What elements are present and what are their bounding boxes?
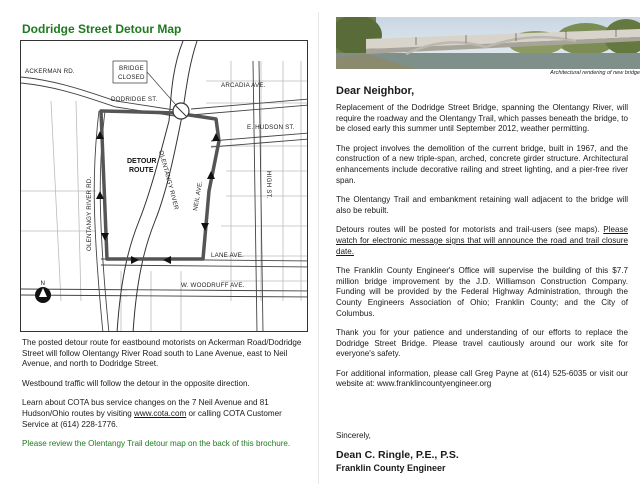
label-lane: LANE AVE. (211, 252, 244, 259)
detour-map (20, 40, 308, 332)
label-high: HIGH ST. (265, 171, 272, 199)
label-hudson: E. HUDSON ST. (247, 124, 295, 131)
paragraph-project: The project involves the demolition of the current bridge, built in 1967, and the construction of a new triple-span, arched, concrete girder structure. Architectural enhancements include decorative railing and street lighting, and a pier-free river span. (336, 143, 628, 185)
paragraph-funding: The Franklin County Engineer's Office will supervise the building of this $7.7 million bridge improvement by the J.D. Williamson Construction Company. Funding will be provided by the Federal Highway Administration, through the County Engineers Association of Ohio; Franklin County; and the City of Columbus. (336, 266, 628, 318)
label-olentangy-rd: OLENTANGY RIVER RD. (86, 176, 93, 251)
right-column (320, 0, 640, 495)
label-ackerman: ACKERMAN RD. (25, 68, 75, 75)
detour-description: The posted detour route for eastbound motorists on Ackerman Road/Dodridge Street will follow Olentangy River Road south to Lane Avenue, east to Neil Avenue, and north to Dodridge Street. (22, 338, 302, 369)
label-neil: NEIL AVE. (192, 180, 205, 212)
paragraph-thanks: Thank you for your patience and understanding of our efforts to replace the Dodridge Street Bridge. Please travel cautiously around our work site for everyone's safety. (336, 328, 628, 359)
paragraph-trail: The Olentangy Trail and embankment retaining wall adjacent to the bridge will also be rebuilt. (336, 195, 628, 215)
paragraph-detours: Detours routes will be posted for motorists and trail-users (see maps). Please watch for electronic message signs that will announce the road and trail closure date. (336, 225, 628, 256)
label-arcadia: ARCADIA AVE. (221, 82, 266, 89)
label-north: N (40, 280, 46, 287)
label-bridge-1: BRIDGE (119, 65, 144, 72)
cota-info: Learn about COTA bus service changes on the 7 Neil Avenue and 81 Hudson/Ohio routes by visiting www.cota.com or calling COTA Customer Service at (614) 228-1776. (22, 398, 282, 429)
bridge-rendering-image (336, 17, 640, 69)
label-river: OLENTANGY RIVER (157, 149, 180, 211)
letter-body (336, 103, 628, 399)
label-dodridge: DODRIDGE ST. (111, 96, 158, 103)
trail-detour-note: Please review the Olentangy Trail detour map on the back of this brochure. (22, 439, 291, 449)
label-woodruff: W. WOODRUFF AVE. (181, 282, 245, 289)
column-divider (318, 12, 319, 484)
photo-caption: Architectural rendering of new bridge (550, 70, 640, 76)
cota-link[interactable]: www.cota.com (134, 408, 187, 418)
label-detour-1: DETOUR (127, 158, 157, 165)
main-roads (21, 61, 308, 332)
label-bridge-2: CLOSED (118, 74, 145, 81)
left-text (22, 338, 307, 459)
paragraph-info: For additional information, please call Greg Payne at (614) 525-6035 or visit our website at: www.franklincountyengineer.org (336, 368, 628, 389)
label-detour-2: ROUTE (129, 167, 154, 174)
greeting: Dear Neighbor, (336, 85, 415, 97)
street-grid (21, 61, 308, 332)
paragraph-replacement: Replacement of the Dodridge Street Bridge, spanning the Olentangy River, will require the roadway and the Olentangy Trail, which passes beneath the bridge, to be closed early this summer until September 2012, weather permitting. (336, 103, 628, 134)
signer-name: Dean C. Ringle, P.E., P.S. (336, 449, 459, 461)
signer-title: Franklin County Engineer (336, 463, 446, 473)
detour-map-svg (21, 41, 308, 332)
westbound-note: Westbound traffic will follow the detour in the opposite direction. (22, 378, 250, 388)
signoff: Sincerely, (336, 431, 371, 440)
map-title: Dodridge Street Detour Map (22, 22, 182, 36)
